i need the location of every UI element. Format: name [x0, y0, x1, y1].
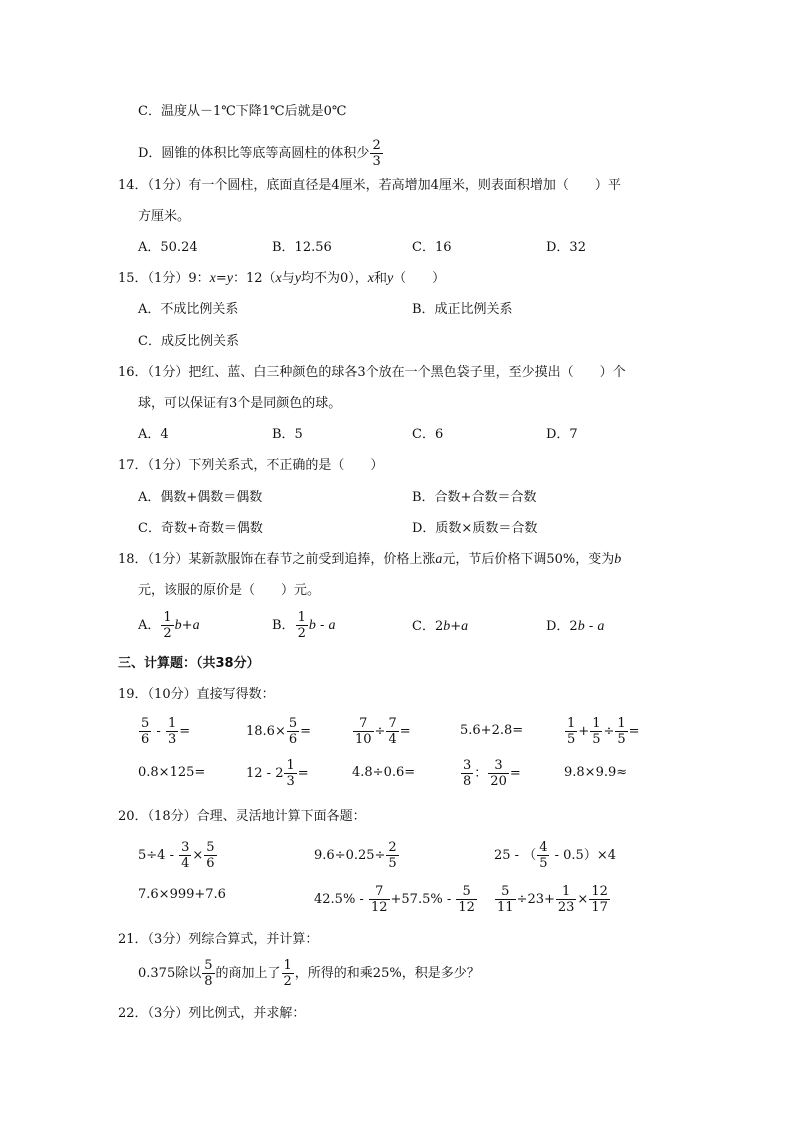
q15-option-c: C．成反比例关系	[138, 334, 239, 349]
q17-option-c: C．奇数+奇数＝偶数	[138, 521, 263, 536]
q19-expr-4: 5.6+2.8=	[460, 723, 524, 738]
fraction: $\frac{2}{3}$	[372, 138, 381, 169]
q17-stem: 17．（1分）下列关系式，不正确的是（ ）	[118, 458, 384, 473]
q20-expr-6: $\frac{5}{11}$ ÷23+ $\frac{1}{23}$ × $\frac{12}{17}$	[497, 884, 608, 915]
q18-option-b: B． $\frac{1}{2}$ b - a	[272, 610, 336, 641]
q16-option-b: B．5	[272, 427, 303, 442]
q13-option-c: C．温度从－1℃下降1℃后就是0℃	[138, 104, 347, 119]
q13-option-d: D．圆锥的体积比等底等高圆柱的体积少 $\frac{2}{3}$	[138, 138, 381, 169]
q14-stem-line1: 14．（1分）有一个圆柱，底面直径是4厘米，若高增加4厘米，则表面积增加（ ）平	[118, 178, 621, 193]
q19-head: 19．（10分）直接写得数：	[118, 687, 275, 702]
q19-expr-3: $\frac{7}{10}$ ÷ $\frac{7}{4}$ =	[355, 716, 411, 747]
q21-problem: 0.375除以 $\frac{5}{8}$ 的商加上了 $\frac{1}{2}$ ，所得的和乘25%，积是多少？	[138, 958, 480, 989]
q14-option-c: C．16	[412, 240, 452, 255]
q19-expr-9: $\frac{3}{8}$ ： $\frac{3}{20}$ =	[463, 758, 521, 789]
q20-expr-2: 9.6÷0.25÷ $\frac{2}{5}$	[314, 840, 397, 871]
q14-option-a: A．50.24	[138, 240, 198, 255]
q15-option-a: A．不成比例关系	[138, 302, 239, 317]
q14-option-d: D．32	[546, 240, 586, 255]
q17-option-a: A．偶数+偶数＝偶数	[138, 490, 263, 505]
q16-option-d: D．7	[546, 427, 578, 442]
q20-expr-5: 42.5% - $\frac{7}{12}$ +57.5% - $\frac{5}{12}$	[314, 884, 475, 915]
q20-expr-1: 5÷4 - $\frac{3}{4}$ × $\frac{5}{6}$	[138, 840, 215, 871]
q15-stem: 15．（1分）9：x=y：12（x与y均不为0），x和y（ ）	[118, 271, 446, 286]
fraction: $\frac{1}{2}$	[163, 610, 172, 641]
q15-option-b: B．成正比例关系	[412, 302, 513, 317]
q18-stem-line2: 元，该服的原价是（ ）元。	[138, 583, 321, 598]
q16-stem-line2: 球，可以保证有3个是同颜色的球。	[138, 396, 342, 411]
q16-stem-line1: 16．（1分）把红、蓝、白三种颜色的球各3个放在一个黑色袋子里，至少摸出（ ）个	[118, 365, 626, 380]
q19-expr-6: 0.8×125=	[138, 765, 206, 780]
q18-option-d: D．2b - a	[546, 619, 605, 634]
q19-expr-5: $\frac{1}{5}$ + $\frac{1}{5}$ ÷ $\frac{1}{5}$ =	[567, 716, 640, 747]
q18-option-a: A． $\frac{1}{2}$ b+a	[138, 610, 200, 641]
section-title: 三、计算题：（共38分）	[118, 656, 260, 671]
q14-option-b: B．12.56	[272, 240, 332, 255]
q19-expr-1: $\frac{5}{6}$ - $\frac{1}{3}$ =	[141, 716, 191, 747]
q21-head: 21．（3分）列综合算式，并计算：	[118, 932, 319, 947]
q19-expr-8: 4.8÷0.6=	[352, 765, 416, 780]
q20-expr-4: 7.6×999+7.6	[138, 887, 226, 902]
q20-expr-3: 25 - （ $\frac{4}{5}$ - 0.5）×4	[494, 840, 616, 871]
q19-expr-7: 12 - 2 $\frac{1}{3}$ =	[246, 758, 309, 789]
q16-option-c: C．6	[412, 427, 444, 442]
q22-head: 22．（3分）列比例式，并求解：	[118, 1006, 306, 1021]
q18-stem-line1: 18．（1分）某新款服饰在春节之前受到追捧，价格上涨a元，节后价格下调50%，变为b	[118, 552, 622, 567]
q19-expr-10: 9.8×9.9≈	[564, 765, 628, 780]
q20-head: 20．（18分）合理、灵活地计算下面各题：	[118, 809, 366, 824]
q16-option-a: A．4	[138, 427, 169, 442]
q18-option-c: C．2b+a	[412, 619, 469, 634]
q19-expr-2: 18.6× $\frac{5}{6}$ =	[246, 716, 312, 747]
q14-stem-line2: 方厘米。	[138, 209, 191, 224]
fraction: $\frac{1}{2}$	[297, 610, 306, 641]
q17-option-b: B．合数+合数＝合数	[412, 490, 537, 505]
q17-option-d: D．质数×质数＝合数	[412, 521, 538, 536]
